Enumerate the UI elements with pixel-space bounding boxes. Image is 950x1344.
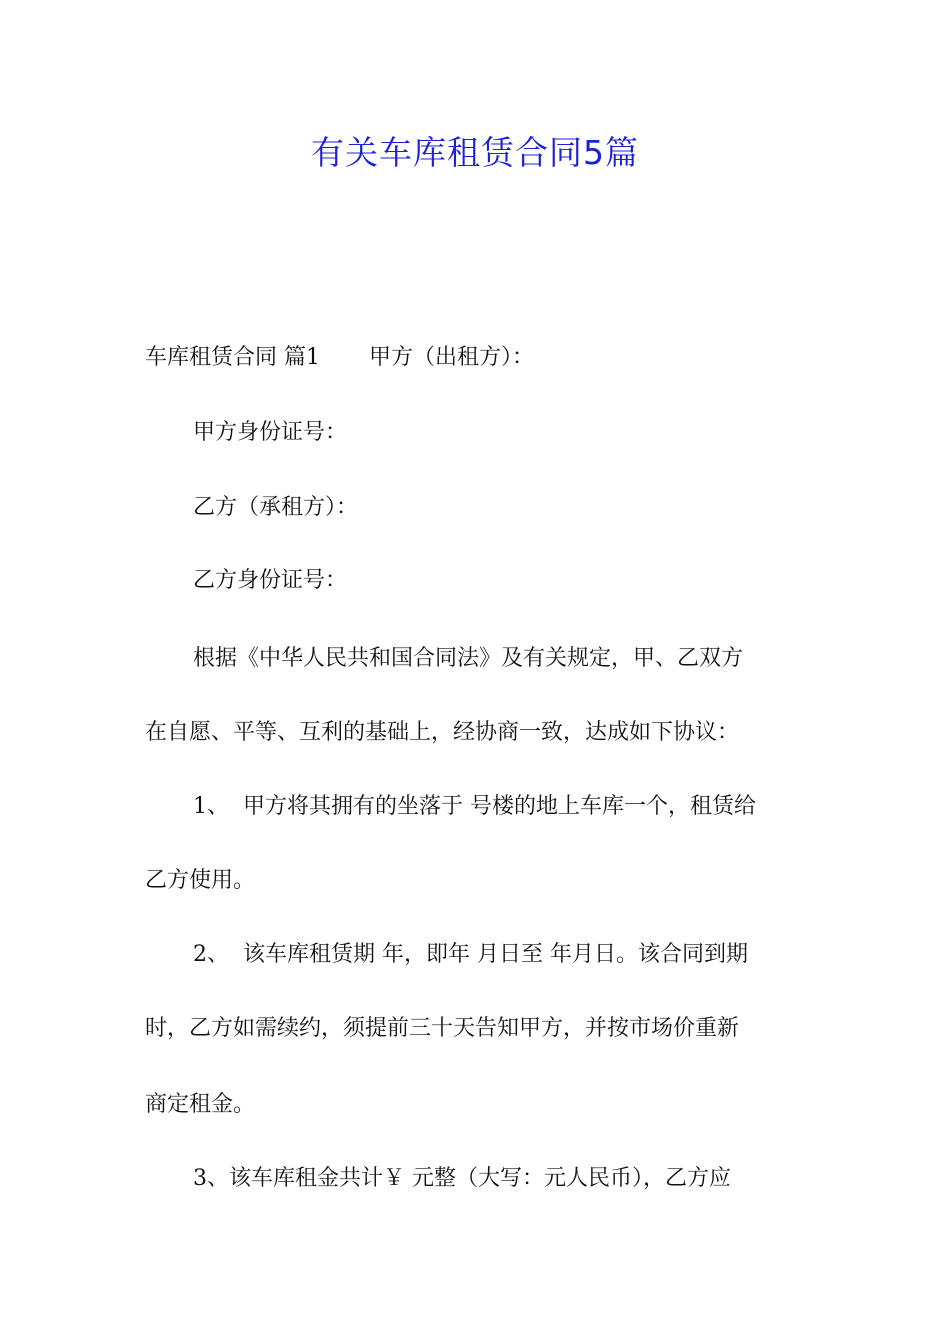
text-line-party-b-id: 乙方身份证号： xyxy=(193,568,348,593)
text-line-clause-2-cont-2: 商定租金。 xyxy=(145,1092,256,1117)
document-title: 有关车库租赁合同5篇 xyxy=(311,133,639,172)
text-line-section-heading: 车库租赁合同 篇1 甲方（出租方）： xyxy=(145,345,534,370)
text-line-preamble: 根据《中华人民共和国合同法》及有关规定，甲、乙双方 xyxy=(193,646,744,671)
text-line-clause-1: 1、 甲方将其拥有的坐落于 号楼的地上车库一个，租赁给 xyxy=(193,794,756,819)
text-line-party-b: 乙方（承租方）： xyxy=(193,495,359,520)
text-line-clause-3: 3、该车库租金共计￥ 元整（大写：元人民币），乙方应 xyxy=(193,1166,731,1191)
text-line-clause-1-cont: 乙方使用。 xyxy=(145,868,256,893)
text-line-preamble-cont: 在自愿、平等、互利的基础上，经协商一致，达成如下协议： xyxy=(145,720,740,745)
text-line-clause-2-cont: 时，乙方如需续约，须提前三十天告知甲方，并按市场价重新 xyxy=(145,1016,740,1041)
text-line-party-a-id: 甲方身份证号： xyxy=(193,420,348,445)
text-line-clause-2: 2、 该车库租赁期 年，即年 月日至 年月日。该合同到期 xyxy=(193,942,748,967)
